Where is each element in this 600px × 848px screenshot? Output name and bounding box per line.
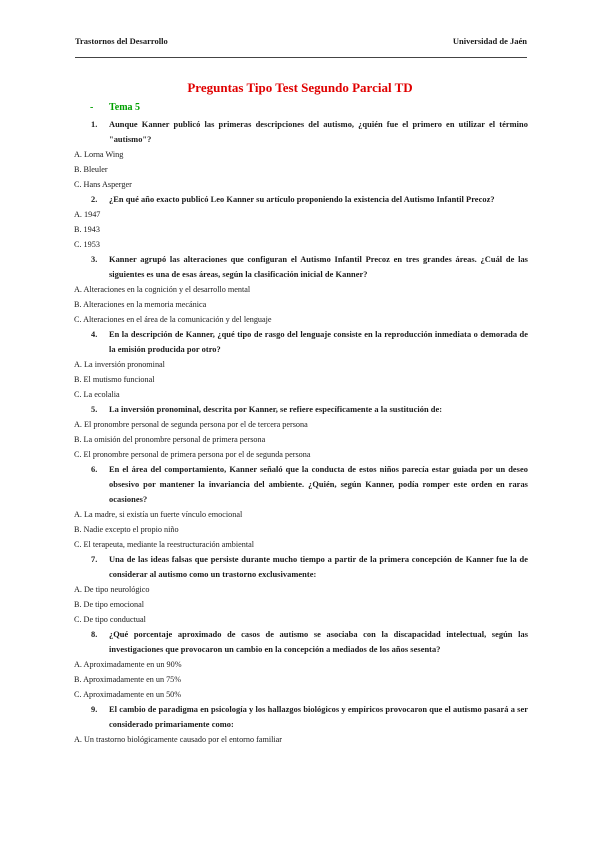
answer-options <box>74 507 528 552</box>
answer-options <box>74 282 528 327</box>
question-text <box>91 462 528 507</box>
header-left: Trastornos del Desarrollo <box>75 36 168 46</box>
question-text <box>91 402 528 417</box>
question-text <box>91 552 528 582</box>
question-stem: La inversión pronominal, descrita por Kanner, se refiere específicamente a la sustitución de: <box>109 405 443 414</box>
question-number: 1. <box>91 120 98 129</box>
question-block <box>74 552 528 627</box>
question-stem: En el área del comportamiento, Kanner señaló que la conducta de estos niños parecía estar guiada por un deseo obsesivo por mantener la invariancia del ambiente. ¿Quién, según Kanner, podía romper este orden en raras ocasiones? <box>109 465 528 504</box>
answer-options <box>74 582 528 627</box>
question-stem: En la descripción de Kanner, ¿qué tipo de rasgo del lenguaje consiste en la reproducción inmediata o demorada de la emisión producida por otro? <box>109 330 528 354</box>
question-block <box>74 627 528 702</box>
answer-option: C. La ecolalia <box>74 390 120 399</box>
answer-option: C. 1953 <box>74 240 100 249</box>
question-number: 4. <box>91 330 98 339</box>
question-block <box>74 117 528 192</box>
answer-option: A. La inversión pronominal <box>74 360 165 369</box>
question-text <box>91 252 528 282</box>
answer-option: B. El mutismo funcional <box>74 375 155 384</box>
question-text <box>91 327 528 357</box>
answer-option: A. Aproximadamente en un 90% <box>74 660 182 669</box>
question-text <box>91 192 528 207</box>
answer-option: B. Alteraciones en la memoria mecánica <box>74 300 207 309</box>
answer-option: A. Alteraciones en la cognición y el desarrollo mental <box>74 285 251 294</box>
question-block <box>74 462 528 552</box>
question-number: 6. <box>91 465 98 474</box>
question-block <box>74 702 528 747</box>
question-stem: El cambio de paradigma en psicología y los hallazgos biológicos y empíricos provocaron que el autismo pasará a ser considerado primariamente como: <box>109 705 528 729</box>
section-bullet: - <box>90 102 94 113</box>
question-text <box>91 702 528 732</box>
page-title: Preguntas Tipo Test Segundo Parcial TD <box>187 80 413 95</box>
answer-option: C. Aproximadamente en un 50% <box>74 690 182 699</box>
question-text <box>91 117 528 147</box>
question-stem: ¿Qué porcentaje aproximado de casos de autismo se asociaba con la discapacidad intelectual, según las investigaciones que provocaron un cambio en la concepción a mediados de los años sesenta? <box>109 630 528 654</box>
section-label: Tema 5 <box>109 102 141 113</box>
answer-option: A. De tipo neurológico <box>74 585 150 594</box>
question-stem: ¿En qué año exacto publicó Leo Kanner su artículo proponiendo la existencia del Autismo Infantil Precoz? <box>109 195 495 204</box>
answer-options <box>74 417 528 462</box>
answer-options <box>74 207 528 252</box>
answer-option: B. La omisión del pronombre personal de primera persona <box>74 435 266 444</box>
answer-options <box>74 657 528 702</box>
answer-options <box>74 732 528 747</box>
header-divider <box>75 57 527 58</box>
question-stem: Una de las ideas falsas que persiste durante mucho tiempo a partir de la primera concepción de Kanner fue la de considerar al autismo como un trastorno exclusivamente: <box>109 555 528 579</box>
answer-option: B. 1943 <box>74 225 100 234</box>
question-number: 3. <box>91 255 98 264</box>
question-block <box>74 252 528 327</box>
answer-option: A. La madre, si existía un fuerte vínculo emocional <box>74 510 243 519</box>
question-number: 5. <box>91 405 98 414</box>
answer-options <box>74 357 528 402</box>
question-number: 9. <box>91 705 98 714</box>
page-header <box>75 36 527 46</box>
answer-option: B. Aproximadamente en un 75% <box>74 675 182 684</box>
answer-option: C. Alteraciones en el área de la comunicación y del lenguaje <box>74 315 272 324</box>
answer-option: C. El pronombre personal de primera persona por el de segunda persona <box>74 450 311 459</box>
question-stem: Kanner agrupó las alteraciones que configuran el Autismo Infantil Precoz en tres grandes áreas. ¿Cuál de las siguientes es una de esas áreas, según la clasificación inicial de Kanner? <box>109 255 528 279</box>
answer-option: B. De tipo emocional <box>74 600 145 609</box>
section-heading <box>90 102 140 113</box>
question-stem: Aunque Kanner publicó las primeras descripciones del autismo, ¿quién fue el primero en utilizar el término "autismo"? <box>109 120 528 144</box>
question-list <box>74 117 528 747</box>
header-right: Universidad de Jaén <box>452 36 527 46</box>
question-block <box>74 327 528 402</box>
answer-option: B. Nadie excepto el propio niño <box>74 525 179 534</box>
answer-option: C. Hans Asperger <box>74 180 132 189</box>
question-block <box>74 192 528 252</box>
question-number: 8. <box>91 630 98 639</box>
answer-options <box>74 147 528 192</box>
question-number: 7. <box>91 555 98 564</box>
question-block <box>74 402 528 462</box>
answer-option: A. El pronombre personal de segunda persona por el de tercera persona <box>74 420 308 429</box>
answer-option: A. Un trastorno biológicamente causado por el entorno familiar <box>74 735 283 744</box>
answer-option: A. 1947 <box>74 210 101 219</box>
question-number: 2. <box>91 195 98 204</box>
answer-option: C. El terapeuta, mediante la reestructuración ambiental <box>74 540 255 549</box>
question-text <box>91 627 528 657</box>
answer-option: C. De tipo conductual <box>74 615 146 624</box>
answer-option: B. Bleuler <box>74 165 108 174</box>
answer-option: A. Lorna Wing <box>74 150 124 159</box>
